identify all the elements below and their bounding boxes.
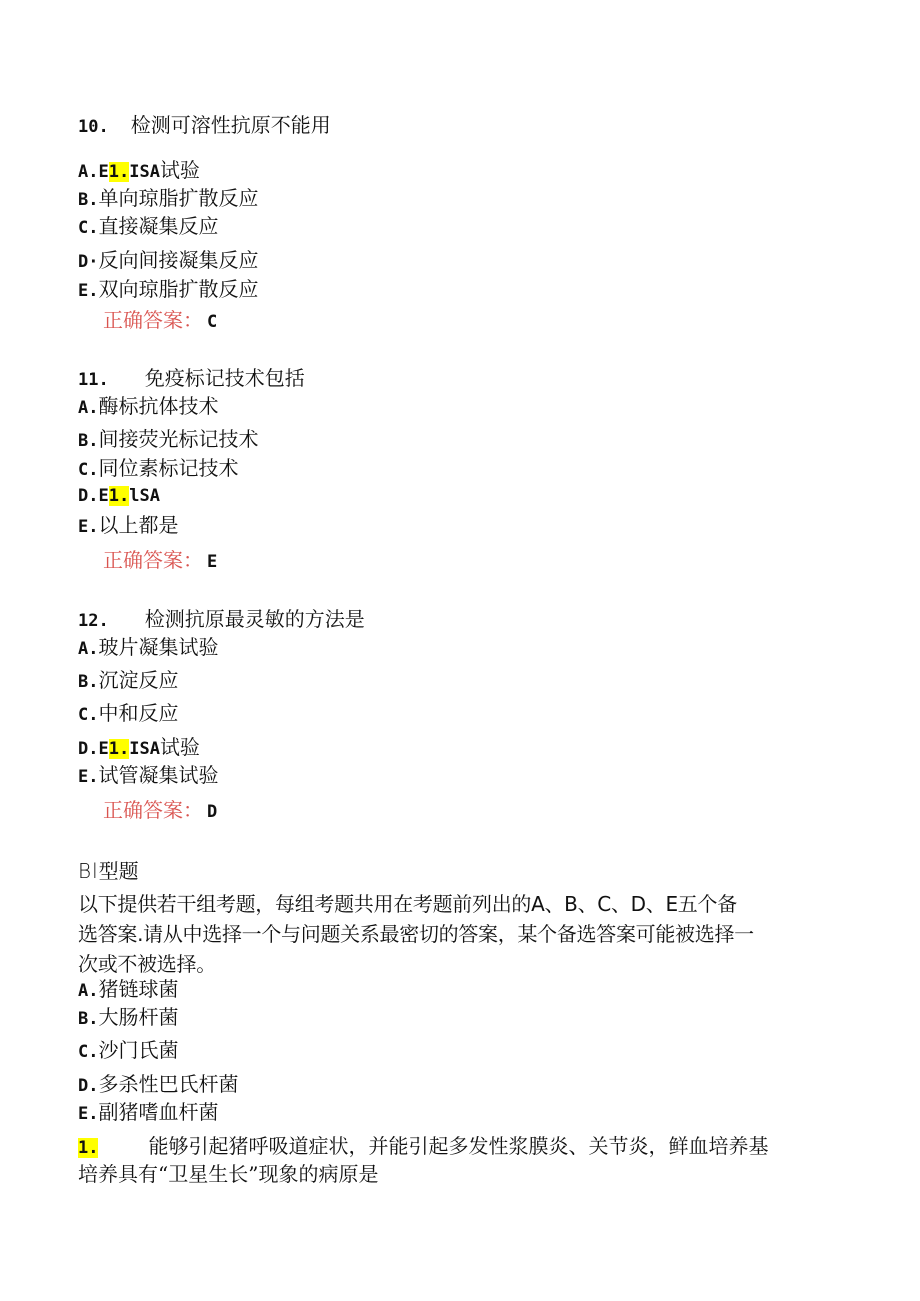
option-b: B.单向琼脂扩散反应 bbox=[78, 186, 259, 210]
question-number: 1. bbox=[78, 1138, 99, 1158]
option-a: A.猪链球菌 bbox=[78, 977, 179, 1001]
correct-answer bbox=[103, 547, 217, 575]
option-a: A.酶标抗体技术 bbox=[78, 394, 219, 418]
option-b: B.沉淀反应 bbox=[78, 668, 179, 692]
correct-answer bbox=[103, 797, 217, 825]
option-c: C.直接凝集反应 bbox=[78, 214, 219, 238]
answer-label: 正确答案： bbox=[103, 548, 203, 572]
question-text: 检测抗原最灵敏的方法是 bbox=[144, 607, 365, 631]
highlight: 1. bbox=[108, 162, 130, 182]
section-title: Bl型题 bbox=[78, 859, 139, 883]
option-b: B.间接荧光标记技术 bbox=[78, 427, 259, 451]
option-d: D.E1.ISA试验 bbox=[78, 735, 200, 759]
option-e: E.副猪嗜血杆菌 bbox=[78, 1100, 219, 1124]
option-e: E.以上都是 bbox=[78, 513, 179, 537]
question-text: 能够引起猪呼吸道症状，并能引起多发性浆膜炎、关节炎，鲜血培养基 bbox=[148, 1134, 769, 1158]
answer-value: E bbox=[207, 552, 218, 572]
option-c: C.沙门氏菌 bbox=[78, 1038, 179, 1062]
answer-label: 正确答案： bbox=[103, 798, 203, 822]
question-10 bbox=[78, 112, 331, 140]
option-e: E.试管凝集试验 bbox=[78, 763, 219, 787]
highlight: 1. bbox=[108, 739, 130, 759]
option-c: C.同位素标记技术 bbox=[78, 456, 239, 480]
option-b: B.大肠杆菌 bbox=[78, 1005, 179, 1029]
question-text: 检测可溶性抗原不能用 bbox=[130, 113, 331, 137]
highlight: 1. bbox=[108, 486, 130, 506]
section-intro-line-2: 选答案.请从中选择一个与问题关系最密切的答案，某个备选答案可能被选择一 bbox=[78, 922, 754, 946]
answer-label: 正确答案： bbox=[103, 308, 203, 332]
option-d: D.E1.lSA bbox=[78, 486, 160, 506]
option-c: C.中和反应 bbox=[78, 701, 179, 725]
question-11 bbox=[78, 365, 305, 393]
question-1 bbox=[78, 1133, 768, 1161]
answer-value: D bbox=[207, 802, 218, 822]
question-number: 10. bbox=[78, 117, 109, 137]
option-d: D.多杀性巴氏杆菌 bbox=[78, 1072, 239, 1096]
question-1-continued: 培养具有“卫星生长”现象的病原是 bbox=[78, 1162, 379, 1186]
question-12 bbox=[78, 606, 365, 634]
section-intro-line-1: 以下提供若干组考题，每组考题共用在考题前列出的A、B、C、D、E五个备 bbox=[78, 892, 737, 916]
answer-value: C bbox=[207, 312, 218, 332]
correct-answer bbox=[103, 307, 217, 335]
section-intro-line-3: 次或不被选择。 bbox=[78, 952, 216, 976]
question-number: 11. bbox=[78, 370, 109, 390]
option-d: D·反向间接凝集反应 bbox=[78, 248, 259, 272]
option-a: A.玻片凝集试验 bbox=[78, 635, 219, 659]
question-number: 12. bbox=[78, 611, 109, 631]
option-e: E.双向琼脂扩散反应 bbox=[78, 277, 259, 301]
option-a: A.E1.ISA试验 bbox=[78, 158, 200, 182]
question-text: 免疫标记技术包括 bbox=[144, 366, 305, 390]
